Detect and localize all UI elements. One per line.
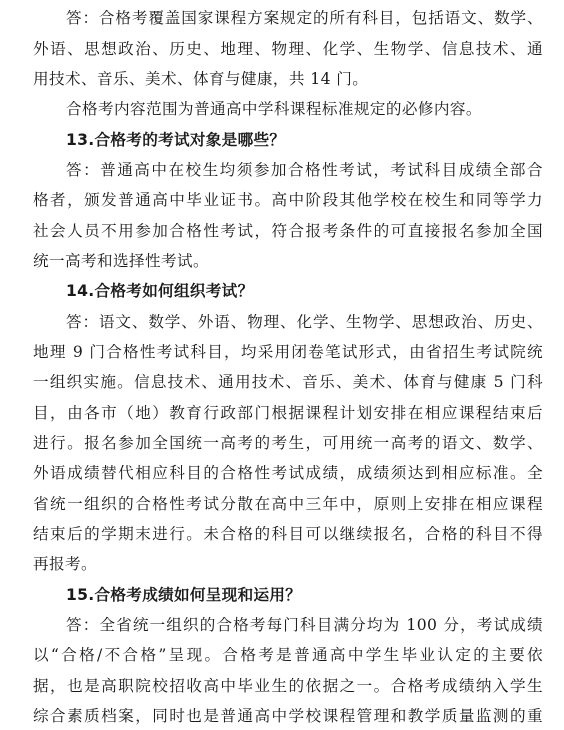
paragraph-line: 综合素质档案，同时也是普通高中学校课程管理和教学质量监测的重 — [33, 707, 543, 725]
paragraph-line: 再报考。 — [33, 555, 97, 573]
paragraph-line: 统一高考和选择性考试。 — [33, 252, 209, 270]
paragraph-line: 地理 9 门合格性考试科目，均采用闭卷笔试形式，由省招生考试院统 — [33, 343, 543, 361]
paragraph-line: 外语、思想政治、历史、地理、物理、化学、生物学、信息技术、通 — [33, 40, 543, 58]
paragraph-line: 结束后的学期末进行。未合格的科目可以继续报名，合格的科目不得 — [33, 525, 543, 543]
paragraph-line: 格者，颁发普通高中毕业证书。高中阶段其他学校在校生和同等学力 — [33, 191, 543, 209]
paragraph-line: 外语成绩替代相应科目的合格性考试成绩，成绩须达到相应标准。全 — [33, 464, 543, 482]
paragraph-line: 答：普通高中在校生均须参加合格性考试，考试科目成绩全部合 — [66, 161, 543, 179]
paragraph-line: 省统一组织的合格性考试分散在高中三年中，原则上安排在相应课程 — [33, 495, 543, 513]
question-heading-15: 15.合格考成绩如何呈现和运用？ — [66, 586, 302, 604]
paragraph-line: 进行。报名参加全国统一高考的考生，可用统一高考的语文、数学、 — [33, 434, 543, 452]
paragraph-line: 合格考内容范围为普通高中学科课程标准规定的必修内容。 — [66, 100, 482, 118]
paragraph-line: 以“合格/不合格”呈现。合格考是普通高中学生毕业认定的主要依 — [33, 646, 543, 664]
paragraph-line: 答：合格考覆盖国家课程方案规定的所有科目，包括语文、数学、 — [66, 9, 543, 27]
question-heading-14: 14.合格考如何组织考试？ — [66, 282, 254, 300]
paragraph-line: 据，也是高职院校招收高中毕业生的依据之一。合格考成绩纳入学生 — [33, 677, 543, 695]
paragraph-line: 一组织实施。信息技术、通用技术、音乐、美术、体育与健康 5 门科 — [33, 373, 543, 391]
paragraph-line: 社会人员不用参加合格性考试，符合报考条件的可直接报名参加全国 — [33, 222, 543, 240]
paragraph-line: 目，由各市（地）教育行政部门根据课程计划安排在相应课程结束后 — [33, 404, 543, 422]
question-heading-13: 13.合格考的考试对象是哪些？ — [66, 131, 286, 149]
paragraph-line: 用技术、音乐、美术、体育与健康，共 14 门。 — [33, 70, 369, 88]
paragraph-line: 答：全省统一组织的合格考每门科目满分均为 100 分，考试成绩 — [66, 616, 543, 634]
paragraph-line: 答：语文、数学、外语、物理、化学、生物学、思想政治、历史、 — [66, 313, 543, 331]
